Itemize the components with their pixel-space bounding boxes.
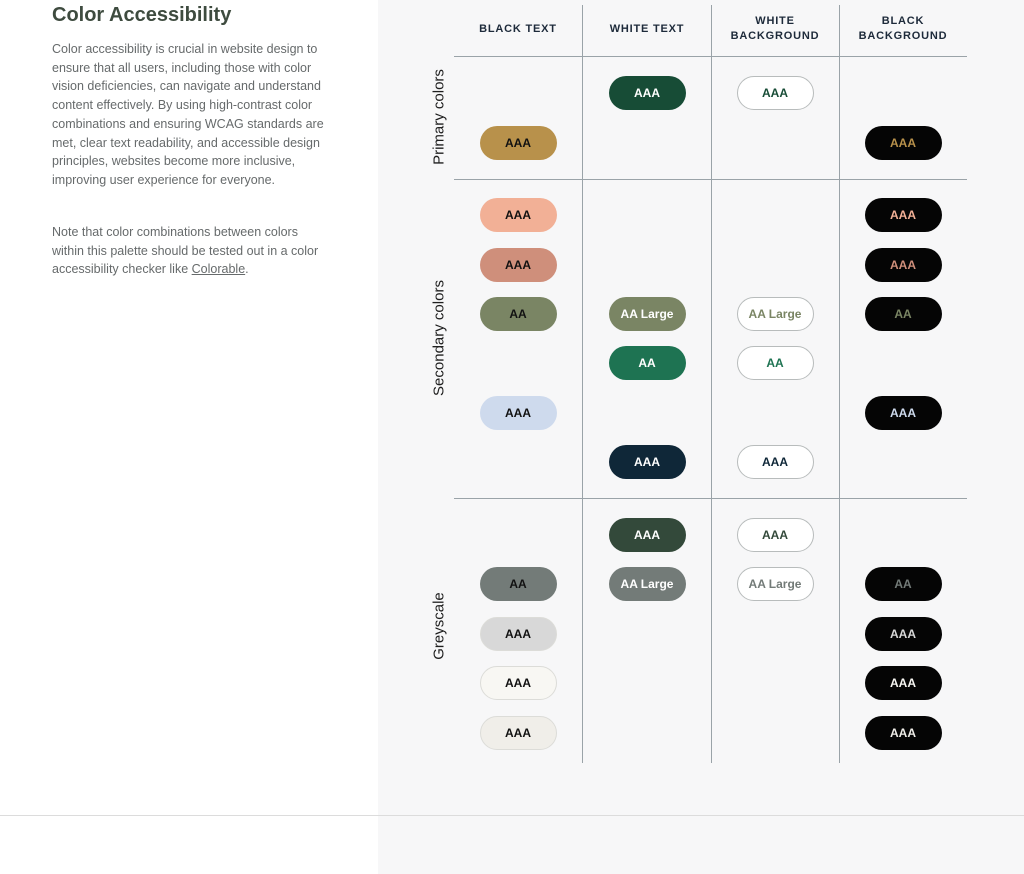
- rating-pill: AA: [609, 346, 686, 380]
- rating-pill: AAA: [737, 518, 814, 552]
- group-label-text: Greyscale: [430, 592, 448, 660]
- group-label-text: Primary colors: [430, 69, 448, 165]
- column-divider: [582, 5, 583, 763]
- rating-pill: AAA: [480, 126, 557, 160]
- column-header: [839, 14, 967, 44]
- column-header-line: BACKGROUND: [858, 30, 948, 42]
- group-label-text: Secondary colors: [430, 280, 448, 396]
- rating-pill: AA: [480, 567, 557, 601]
- rating-pill: AAA: [865, 396, 942, 430]
- rating-pill: AA: [737, 346, 814, 380]
- rating-pill: AAA: [737, 445, 814, 479]
- rating-pill: AAA: [609, 445, 686, 479]
- rating-pill: AAA: [609, 518, 686, 552]
- rating-pill: AA Large: [737, 567, 814, 601]
- column-header-line: BACKGROUND: [730, 30, 820, 42]
- column-header-line: WHITE: [755, 15, 795, 27]
- column-divider: [711, 5, 712, 763]
- note-suffix: .: [245, 262, 249, 277]
- rating-pill: AAA: [609, 76, 686, 110]
- rating-pill: AAA: [480, 396, 557, 430]
- rating-pill: AAA: [480, 716, 557, 750]
- rating-pill: AA: [480, 297, 557, 331]
- rating-pill: AAA: [480, 617, 557, 651]
- column-header-line: BLACK: [881, 15, 925, 27]
- rating-pill: AAA: [865, 198, 942, 232]
- page-title: Color Accessibility: [52, 4, 232, 26]
- note-paragraph: [52, 223, 332, 279]
- note-text: Note that color combinations between colors within this palette should be tested out in a color accessibility checker like: [52, 225, 319, 277]
- column-header: BLACK TEXT: [479, 23, 557, 35]
- rating-pill: AAA: [865, 248, 942, 282]
- column-header: [711, 14, 839, 44]
- rating-pill: AA: [865, 567, 942, 601]
- rating-pill: AAA: [865, 617, 942, 651]
- column-divider: [839, 5, 840, 763]
- colorable-link[interactable]: Colorable: [191, 262, 246, 277]
- intro-paragraph: Color accessibility is crucial in website design to ensure that all users, including those with color vision deficiencies, can navigate and understand content effectively. By using high-contrast color combinations and ensuring WCAG standards are met, clear text readability, and accessible design principles, websites become more inclusive, improving user experience for everyone.: [52, 42, 324, 187]
- rating-pill: AAA: [480, 198, 557, 232]
- rating-pill: AA Large: [609, 567, 686, 601]
- rating-pill: AA: [865, 297, 942, 331]
- rating-pill: AAA: [737, 76, 814, 110]
- rating-pill: AAA: [480, 666, 557, 700]
- column-header: WHITE TEXT: [609, 23, 685, 35]
- rating-pill: AA Large: [737, 297, 814, 331]
- footer-divider: [0, 815, 1024, 816]
- rating-pill: AAA: [865, 666, 942, 700]
- rating-pill: AA Large: [609, 297, 686, 331]
- rating-pill: AAA: [865, 716, 942, 750]
- rating-pill: AAA: [480, 248, 557, 282]
- rating-pill: AAA: [865, 126, 942, 160]
